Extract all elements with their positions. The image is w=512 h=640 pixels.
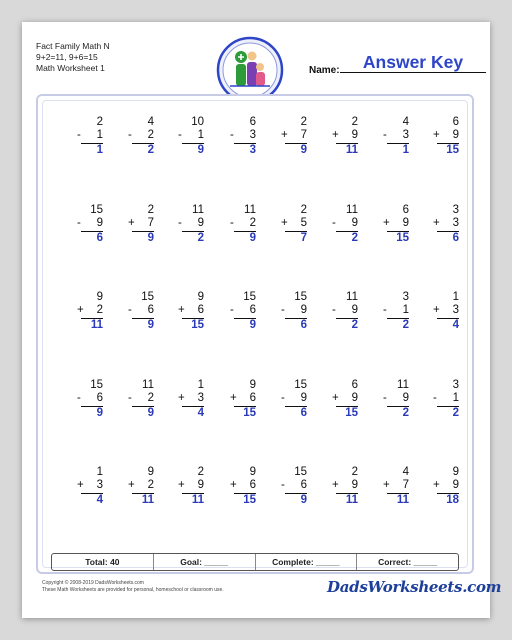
bottom-number: 6 (197, 304, 204, 316)
answer-value: 6 (96, 232, 103, 244)
problem (216, 291, 256, 343)
problems-frame (36, 94, 474, 574)
problem (216, 466, 256, 518)
problem (267, 379, 307, 431)
operator: - (383, 129, 387, 141)
answer-value: 3 (249, 144, 256, 156)
operator: - (230, 129, 234, 141)
brand-logo[interactable]: DadsWorksheets.com (327, 578, 502, 596)
top-number: 1 (452, 291, 459, 303)
correct-cell[interactable]: Correct: _____ (378, 557, 438, 567)
operator: + (433, 479, 440, 491)
problem (63, 116, 103, 168)
bottom-number: 6 (249, 479, 256, 491)
top-number: 2 (351, 466, 358, 478)
problem (369, 379, 409, 431)
bottom-number: 3 (452, 217, 459, 229)
copyright-line-2: These Math Worksheets are provided for personal, homeschool or classroom use. (42, 586, 224, 593)
answer-value: 4 (197, 407, 204, 419)
answer-value: 7 (300, 232, 307, 244)
problem (419, 291, 459, 343)
answer-value: 9 (249, 232, 256, 244)
top-number: 4 (402, 116, 409, 128)
problem (164, 204, 204, 256)
operator: - (128, 129, 132, 141)
answer-value: 6 (452, 232, 459, 244)
top-number: 9 (147, 466, 154, 478)
title-line-3: Math Worksheet 1 (36, 63, 105, 73)
problem (164, 291, 204, 343)
operator: + (332, 479, 339, 491)
top-number: 15 (294, 291, 307, 303)
bottom-number: 1 (197, 129, 204, 141)
operator: + (77, 479, 84, 491)
answer-value: 4 (96, 494, 103, 506)
answer-value: 15 (345, 407, 358, 419)
name-label: Name: (309, 65, 340, 76)
problem (267, 116, 307, 168)
problem (369, 204, 409, 256)
operator: + (128, 217, 135, 229)
operator: - (383, 304, 387, 316)
problem (63, 466, 103, 518)
operator: - (128, 304, 132, 316)
answer-value: 2 (351, 232, 358, 244)
bottom-number: 9 (452, 129, 459, 141)
operator: + (230, 392, 237, 404)
problem (63, 291, 103, 343)
bottom-number: 6 (249, 304, 256, 316)
answer-value: 6 (300, 407, 307, 419)
top-number: 3 (452, 204, 459, 216)
answer-value: 15 (446, 144, 459, 156)
copyright-notice (42, 580, 224, 593)
top-number: 10 (191, 116, 204, 128)
top-number: 2 (351, 116, 358, 128)
answer-value: 11 (345, 144, 358, 156)
top-number: 9 (249, 379, 256, 391)
bottom-number: 3 (96, 479, 103, 491)
answer-value: 9 (249, 319, 256, 331)
bottom-number: 7 (402, 479, 409, 491)
top-number: 11 (346, 291, 358, 303)
top-number: 3 (402, 291, 409, 303)
operator: - (128, 392, 132, 404)
operator: + (178, 304, 185, 316)
bottom-number: 2 (147, 479, 154, 491)
problem (419, 116, 459, 168)
operator: + (383, 217, 390, 229)
operator: - (383, 392, 387, 404)
top-number: 11 (192, 204, 204, 216)
top-number: 6 (452, 116, 459, 128)
answer-value: 18 (446, 494, 459, 506)
bottom-number: 3 (402, 129, 409, 141)
operator: - (230, 217, 234, 229)
operator: + (332, 392, 339, 404)
problem (164, 116, 204, 168)
bottom-number: 9 (96, 217, 103, 229)
operator: - (332, 217, 336, 229)
bottom-number: 6 (300, 479, 307, 491)
top-number: 1 (197, 379, 204, 391)
answer-value: 9 (147, 232, 154, 244)
total-cell: Total: 40 (52, 554, 154, 570)
problem (114, 116, 154, 168)
operator: + (281, 217, 288, 229)
operator: + (433, 129, 440, 141)
operator: - (281, 392, 285, 404)
answer-value: 2 (351, 319, 358, 331)
name-line[interactable] (340, 72, 486, 73)
answer-value: 9 (197, 144, 204, 156)
answer-value: 4 (452, 319, 459, 331)
operator: + (281, 129, 288, 141)
bottom-number: 2 (96, 304, 103, 316)
problem (164, 379, 204, 431)
top-number: 6 (351, 379, 358, 391)
problem (164, 466, 204, 518)
problem (114, 466, 154, 518)
operator: - (281, 479, 285, 491)
answer-value: 9 (147, 319, 154, 331)
problem (267, 291, 307, 343)
operator: + (77, 304, 84, 316)
answer-value: 11 (396, 494, 409, 506)
top-number: 15 (243, 291, 256, 303)
top-number: 11 (346, 204, 358, 216)
operator: - (230, 304, 234, 316)
operator: - (178, 129, 182, 141)
top-number: 6 (402, 204, 409, 216)
answer-value: 9 (300, 494, 307, 506)
top-number: 4 (147, 116, 154, 128)
top-number: 15 (294, 466, 307, 478)
bottom-number: 9 (351, 304, 358, 316)
operator: + (178, 392, 185, 404)
top-number: 2 (147, 204, 154, 216)
bottom-number: 3 (452, 304, 459, 316)
problem (318, 379, 358, 431)
problem (318, 204, 358, 256)
bottom-number: 9 (402, 392, 409, 404)
problem (318, 466, 358, 518)
top-number: 1 (96, 466, 103, 478)
top-number: 11 (142, 379, 154, 391)
bottom-number: 6 (96, 392, 103, 404)
top-number: 9 (249, 466, 256, 478)
top-number: 2 (96, 116, 103, 128)
bottom-number: 9 (351, 129, 358, 141)
answer-value: 15 (191, 319, 204, 331)
top-number: 15 (294, 379, 307, 391)
bottom-number: 6 (249, 392, 256, 404)
bottom-number: 9 (300, 304, 307, 316)
answer-value: 2 (452, 407, 459, 419)
bottom-number: 2 (249, 217, 256, 229)
problem (63, 379, 103, 431)
answer-value: 2 (402, 319, 409, 331)
bottom-number: 2 (147, 129, 154, 141)
problem (63, 204, 103, 256)
top-number: 2 (197, 466, 204, 478)
answer-value: 15 (396, 232, 409, 244)
top-number: 2 (300, 204, 307, 216)
answer-value: 1 (402, 144, 409, 156)
problem (216, 204, 256, 256)
problem (369, 291, 409, 343)
answer-value: 2 (197, 232, 204, 244)
operator: + (433, 217, 440, 229)
answer-value: 9 (96, 407, 103, 419)
operator: + (230, 479, 237, 491)
bottom-number: 1 (402, 304, 409, 316)
operator: + (383, 479, 390, 491)
problem (267, 466, 307, 518)
bottom-number: 5 (300, 217, 307, 229)
operator: + (332, 129, 339, 141)
answer-value: 9 (300, 144, 307, 156)
answer-value: 15 (243, 407, 256, 419)
bottom-number: 9 (300, 392, 307, 404)
top-number: 9 (96, 291, 103, 303)
operator: + (433, 304, 440, 316)
bottom-number: 9 (351, 217, 358, 229)
top-number: 11 (397, 379, 409, 391)
bottom-number: 6 (147, 304, 154, 316)
operator: - (433, 392, 437, 404)
bottom-number: 7 (147, 217, 154, 229)
problem (419, 466, 459, 518)
operator: - (77, 129, 81, 141)
answer-key-heading: Answer Key (362, 52, 464, 72)
bottom-number: 9 (197, 479, 204, 491)
operator: + (128, 479, 135, 491)
problem (369, 466, 409, 518)
operator: - (332, 304, 336, 316)
worksheet-title (36, 41, 110, 74)
answer-value: 9 (147, 407, 154, 419)
problem (114, 204, 154, 256)
answer-value: 15 (243, 494, 256, 506)
title-line-1: Fact Family Math N (36, 41, 110, 51)
problem (369, 116, 409, 168)
answer-value: 11 (90, 319, 103, 331)
answer-value: 1 (96, 144, 103, 156)
title-line-2: 9+2=11, 9+6=15 (36, 52, 98, 62)
top-number: 3 (452, 379, 459, 391)
problem (318, 291, 358, 343)
problem (216, 116, 256, 168)
bottom-number: 9 (452, 479, 459, 491)
bottom-number: 2 (147, 392, 154, 404)
score-footer (51, 553, 459, 571)
answer-value: 2 (147, 144, 154, 156)
operator: + (178, 479, 185, 491)
bottom-number: 9 (351, 479, 358, 491)
answer-value: 11 (345, 494, 358, 506)
top-number: 4 (402, 466, 409, 478)
bottom-number: 9 (351, 392, 358, 404)
top-number: 2 (300, 116, 307, 128)
answer-value: 11 (191, 494, 204, 506)
top-number: 9 (197, 291, 204, 303)
bottom-number: 3 (197, 392, 204, 404)
answer-value: 11 (141, 494, 154, 506)
copyright-line-1: Copyright © 2008-2019 DadsWorksheets.com (42, 580, 144, 586)
bottom-number: 9 (197, 217, 204, 229)
problem (419, 379, 459, 431)
problem (216, 379, 256, 431)
answer-value: 2 (402, 407, 409, 419)
bottom-number: 7 (300, 129, 307, 141)
worksheet-page (22, 22, 502, 618)
operator: - (281, 304, 285, 316)
bottom-number: 1 (96, 129, 103, 141)
complete-cell[interactable]: Complete: _____ (256, 554, 358, 570)
answer-value: 6 (300, 319, 307, 331)
top-number: 15 (141, 291, 154, 303)
goal-cell[interactable]: Goal: _____ (154, 554, 256, 570)
top-number: 9 (452, 466, 459, 478)
problem (419, 204, 459, 256)
bottom-number: 9 (402, 217, 409, 229)
problem (114, 379, 154, 431)
bottom-number: 3 (249, 129, 256, 141)
operator: - (77, 392, 81, 404)
bottom-number: 1 (452, 392, 459, 404)
operator: - (178, 217, 182, 229)
problem (267, 204, 307, 256)
top-number: 15 (90, 204, 103, 216)
top-number: 6 (249, 116, 256, 128)
problem (318, 116, 358, 168)
problem (114, 291, 154, 343)
top-number: 11 (244, 204, 256, 216)
operator: - (77, 217, 81, 229)
top-number: 15 (90, 379, 103, 391)
